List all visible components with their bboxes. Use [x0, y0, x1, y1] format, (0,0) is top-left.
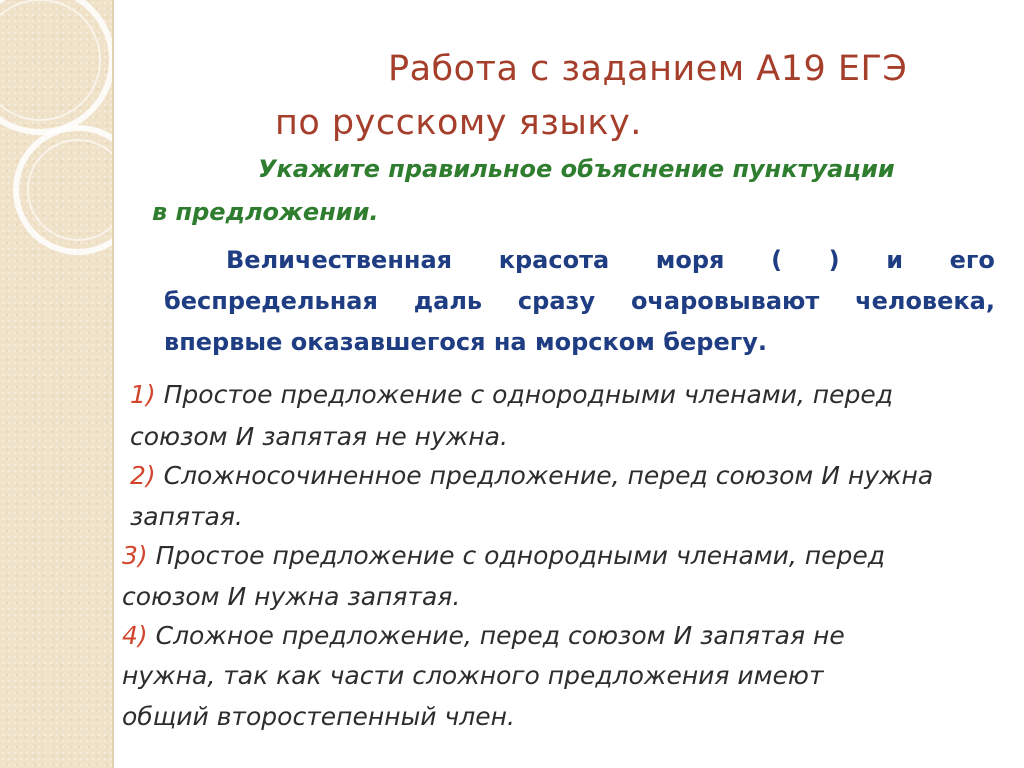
option-2-line1	[130, 463, 933, 488]
sentence-word: моря	[655, 246, 725, 274]
option-text: Простое предложение с однородными членами, перед	[155, 380, 894, 409]
sentence-line1	[226, 248, 995, 272]
option-1-line1	[130, 382, 893, 407]
option-text: Простое предложение с однородными членами, перед	[147, 541, 886, 570]
sentence-word: Величественная	[226, 246, 453, 274]
slide-title-line2: по русскому языку.	[275, 103, 642, 143]
option-number: 4)	[122, 621, 148, 650]
slide-title-line1: Работа с заданием А19 ЕГЭ	[388, 49, 908, 89]
option-4-line2: нужна, так как части сложного предложения имеют	[122, 661, 824, 690]
sentence-word: и	[886, 246, 904, 274]
sentence-word: )	[828, 246, 840, 274]
sentence-line2	[164, 289, 995, 313]
sentence-word: красота	[498, 246, 610, 274]
sentence-word: очаровывают	[630, 287, 820, 315]
decorative-circles	[0, 0, 112, 768]
sentence-word: (	[771, 246, 783, 274]
sentence-word: беспредельная	[164, 287, 378, 315]
option-text: Сложное предложение, перед союзом И запятая не	[147, 621, 845, 650]
sentence-word: человека,	[855, 287, 995, 315]
sentence-line3: впервые оказавшегося на морском берегу.	[164, 328, 768, 356]
option-4-line1	[122, 623, 845, 648]
option-4-line3: общий второстепенный член.	[122, 702, 515, 731]
sentence-word: его	[949, 246, 995, 274]
sentence-word: даль	[413, 287, 483, 315]
decorative-side-band	[0, 0, 112, 768]
side-band-edge	[112, 0, 114, 768]
option-1-line2: союзом И запятая не нужна.	[130, 422, 508, 451]
instruction-line1: Укажите правильное объяснение пунктуации	[258, 155, 895, 183]
option-number: 1)	[130, 380, 156, 409]
option-text: Сложносочиненное предложение, перед союзом И нужна	[155, 461, 934, 490]
sentence-word: сразу	[517, 287, 596, 315]
option-3-line1	[122, 543, 885, 568]
option-number: 3)	[122, 541, 148, 570]
option-3-line2: союзом И нужна запятая.	[122, 582, 461, 611]
option-2-line2: запятая.	[130, 502, 243, 531]
instruction-line2: в предложении.	[152, 198, 379, 226]
option-number: 2)	[130, 461, 156, 490]
